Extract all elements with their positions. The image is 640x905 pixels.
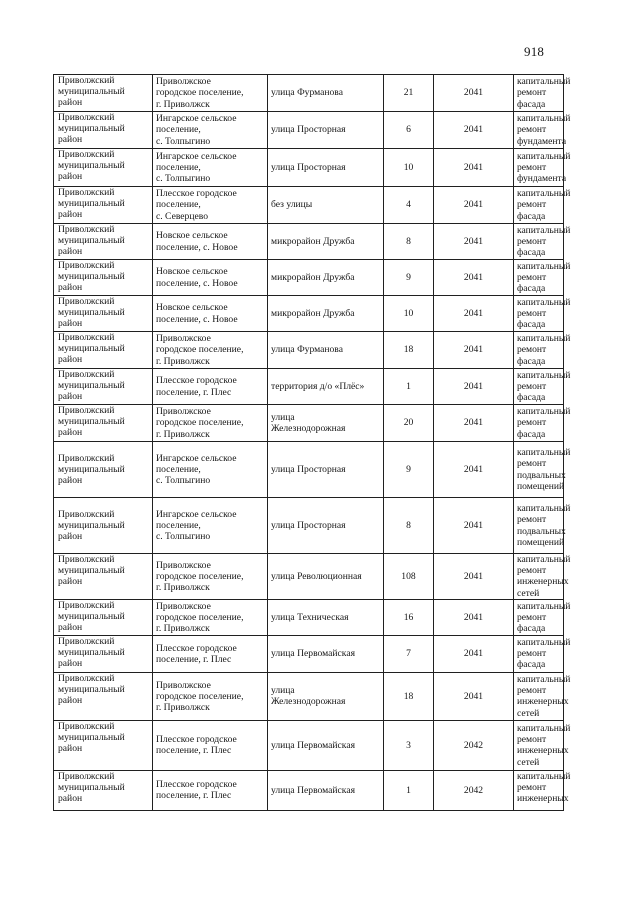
year-cell: 2041 (434, 369, 514, 405)
year-cell: 2041 (434, 224, 514, 260)
table-row (54, 369, 564, 405)
work-type-cell: капитальный ремонт фасада (514, 75, 564, 112)
table-row (54, 672, 564, 720)
district-cell: Приволжский муниципальный район (54, 720, 153, 770)
house-number-cell: 1 (384, 770, 434, 810)
settlement-cell: Новское сельское поселение, с. Новое (153, 260, 268, 296)
district-cell: Приволжский муниципальный район (54, 224, 153, 260)
work-type-cell: капитальный ремонт инженерных сетей (514, 554, 564, 600)
settlement-cell: Новское сельское поселение, с. Новое (153, 224, 268, 260)
work-type-cell: капитальный ремонт фасада (514, 405, 564, 442)
district-cell: Приволжский муниципальный район (54, 554, 153, 600)
page-number: 918 (524, 44, 545, 59)
house-number-cell: 1 (384, 369, 434, 405)
house-number-cell: 9 (384, 442, 434, 498)
table-row (54, 224, 564, 260)
house-number-cell: 8 (384, 224, 434, 260)
work-type-cell: капитальный ремонт подвальных помещений (514, 498, 564, 554)
street-cell: улица Просторная (268, 498, 384, 554)
house-number-cell: 10 (384, 296, 434, 332)
settlement-cell: Приволжское городское поселение, г. Приволжск (153, 672, 268, 720)
table-row (54, 635, 564, 672)
table-row (54, 149, 564, 187)
table-row (54, 187, 564, 224)
table-row (54, 296, 564, 332)
district-cell: Приволжский муниципальный район (54, 112, 153, 149)
settlement-cell: Ингарское сельское поселение, с. Толпыгино (153, 112, 268, 149)
table-row (54, 720, 564, 770)
work-type-cell: капитальный ремонт фасада (514, 224, 564, 260)
work-type-cell: капитальный ремонт инженерных (514, 770, 564, 810)
settlement-cell: Плесское городское поселение, г. Плес (153, 770, 268, 810)
year-cell: 2041 (434, 554, 514, 600)
street-cell: микрорайон Дружба (268, 260, 384, 296)
table-row (54, 405, 564, 442)
house-number-cell: 108 (384, 554, 434, 600)
work-type-cell: капитальный ремонт фасада (514, 187, 564, 224)
street-cell: улица Просторная (268, 149, 384, 187)
table-row (54, 260, 564, 296)
settlement-cell: Ингарское сельское поселение, с. Толпыгино (153, 149, 268, 187)
work-type-cell: капитальный ремонт фундамента (514, 112, 564, 149)
settlement-cell: Приволжское городское поселение, г. Приволжск (153, 554, 268, 600)
district-cell: Приволжский муниципальный район (54, 599, 153, 635)
street-cell: улица Железнодорожная (268, 405, 384, 442)
street-cell: улица Революционная (268, 554, 384, 600)
district-cell: Приволжский муниципальный район (54, 635, 153, 672)
street-cell: улица Техническая (268, 599, 384, 635)
year-cell: 2042 (434, 720, 514, 770)
table-row (54, 332, 564, 369)
district-cell: Приволжский муниципальный район (54, 296, 153, 332)
street-cell: микрорайон Дружба (268, 224, 384, 260)
street-cell: микрорайон Дружба (268, 296, 384, 332)
street-cell: улица Просторная (268, 112, 384, 149)
settlement-cell: Приволжское городское поселение, г. Приволжск (153, 599, 268, 635)
year-cell: 2041 (434, 187, 514, 224)
work-type-cell: капитальный ремонт инженерных сетей (514, 672, 564, 720)
settlement-cell: Ингарское сельское поселение, с. Толпыгино (153, 442, 268, 498)
work-type-cell: капитальный ремонт фасада (514, 599, 564, 635)
district-cell: Приволжский муниципальный район (54, 260, 153, 296)
district-cell: Приволжский муниципальный район (54, 75, 153, 112)
year-cell: 2042 (434, 770, 514, 810)
year-cell: 2041 (434, 599, 514, 635)
district-cell: Приволжский муниципальный район (54, 405, 153, 442)
street-cell: улица Первомайская (268, 720, 384, 770)
house-number-cell: 9 (384, 260, 434, 296)
settlement-cell: Новское сельское поселение, с. Новое (153, 296, 268, 332)
table-row (54, 554, 564, 600)
year-cell: 2041 (434, 672, 514, 720)
house-number-cell: 3 (384, 720, 434, 770)
street-cell: улица Фурманова (268, 75, 384, 112)
table-row (54, 112, 564, 149)
work-type-cell: капитальный ремонт фасада (514, 260, 564, 296)
settlement-cell: Плесское городское поселение, г. Плес (153, 369, 268, 405)
work-type-cell: капитальный ремонт фасада (514, 332, 564, 369)
district-cell: Приволжский муниципальный район (54, 369, 153, 405)
year-cell: 2041 (434, 405, 514, 442)
settlement-cell: Плесское городское поселение, с. Северцево (153, 187, 268, 224)
year-cell: 2041 (434, 332, 514, 369)
table-row (54, 599, 564, 635)
work-type-cell: капитальный ремонт фундамента (514, 149, 564, 187)
work-type-cell: капитальный ремонт инженерных сетей (514, 720, 564, 770)
district-cell: Приволжский муниципальный район (54, 672, 153, 720)
house-number-cell: 20 (384, 405, 434, 442)
settlement-cell: Приволжское городское поселение, г. Приволжск (153, 75, 268, 112)
house-number-cell: 8 (384, 498, 434, 554)
table-row (54, 770, 564, 810)
house-number-cell: 6 (384, 112, 434, 149)
house-number-cell: 4 (384, 187, 434, 224)
settlement-cell: Плесское городское поселение, г. Плес (153, 635, 268, 672)
district-cell: Приволжский муниципальный район (54, 442, 153, 498)
house-number-cell: 18 (384, 332, 434, 369)
work-type-cell: капитальный ремонт фасада (514, 635, 564, 672)
street-cell: территория д/о «Плёс» (268, 369, 384, 405)
year-cell: 2041 (434, 112, 514, 149)
house-number-cell: 16 (384, 599, 434, 635)
work-type-cell: капитальный ремонт фасада (514, 296, 564, 332)
house-number-cell: 18 (384, 672, 434, 720)
year-cell: 2041 (434, 498, 514, 554)
street-cell: без улицы (268, 187, 384, 224)
district-cell: Приволжский муниципальный район (54, 770, 153, 810)
district-cell: Приволжский муниципальный район (54, 498, 153, 554)
settlement-cell: Ингарское сельское поселение, с. Толпыгино (153, 498, 268, 554)
district-cell: Приволжский муниципальный район (54, 149, 153, 187)
district-cell: Приволжский муниципальный район (54, 187, 153, 224)
table-row (54, 442, 564, 498)
street-cell: улица Просторная (268, 442, 384, 498)
district-cell: Приволжский муниципальный район (54, 332, 153, 369)
house-number-cell: 21 (384, 75, 434, 112)
work-type-cell: капитальный ремонт подвальных помещений (514, 442, 564, 498)
repair-schedule-table (53, 74, 571, 811)
year-cell: 2041 (434, 635, 514, 672)
year-cell: 2041 (434, 442, 514, 498)
year-cell: 2041 (434, 260, 514, 296)
table-row (54, 75, 564, 112)
street-cell: улица Первомайская (268, 770, 384, 810)
house-number-cell: 7 (384, 635, 434, 672)
work-type-cell: капитальный ремонт фасада (514, 369, 564, 405)
year-cell: 2041 (434, 296, 514, 332)
house-number-cell: 10 (384, 149, 434, 187)
table-row (54, 498, 564, 554)
settlement-cell: Приволжское городское поселение, г. Приволжск (153, 405, 268, 442)
year-cell: 2041 (434, 75, 514, 112)
year-cell: 2041 (434, 149, 514, 187)
street-cell: улица Железнодорожная (268, 672, 384, 720)
street-cell: улица Первомайская (268, 635, 384, 672)
settlement-cell: Приволжское городское поселение, г. Приволжск (153, 332, 268, 369)
settlement-cell: Плесское городское поселение, г. Плес (153, 720, 268, 770)
street-cell: улица Фурманова (268, 332, 384, 369)
